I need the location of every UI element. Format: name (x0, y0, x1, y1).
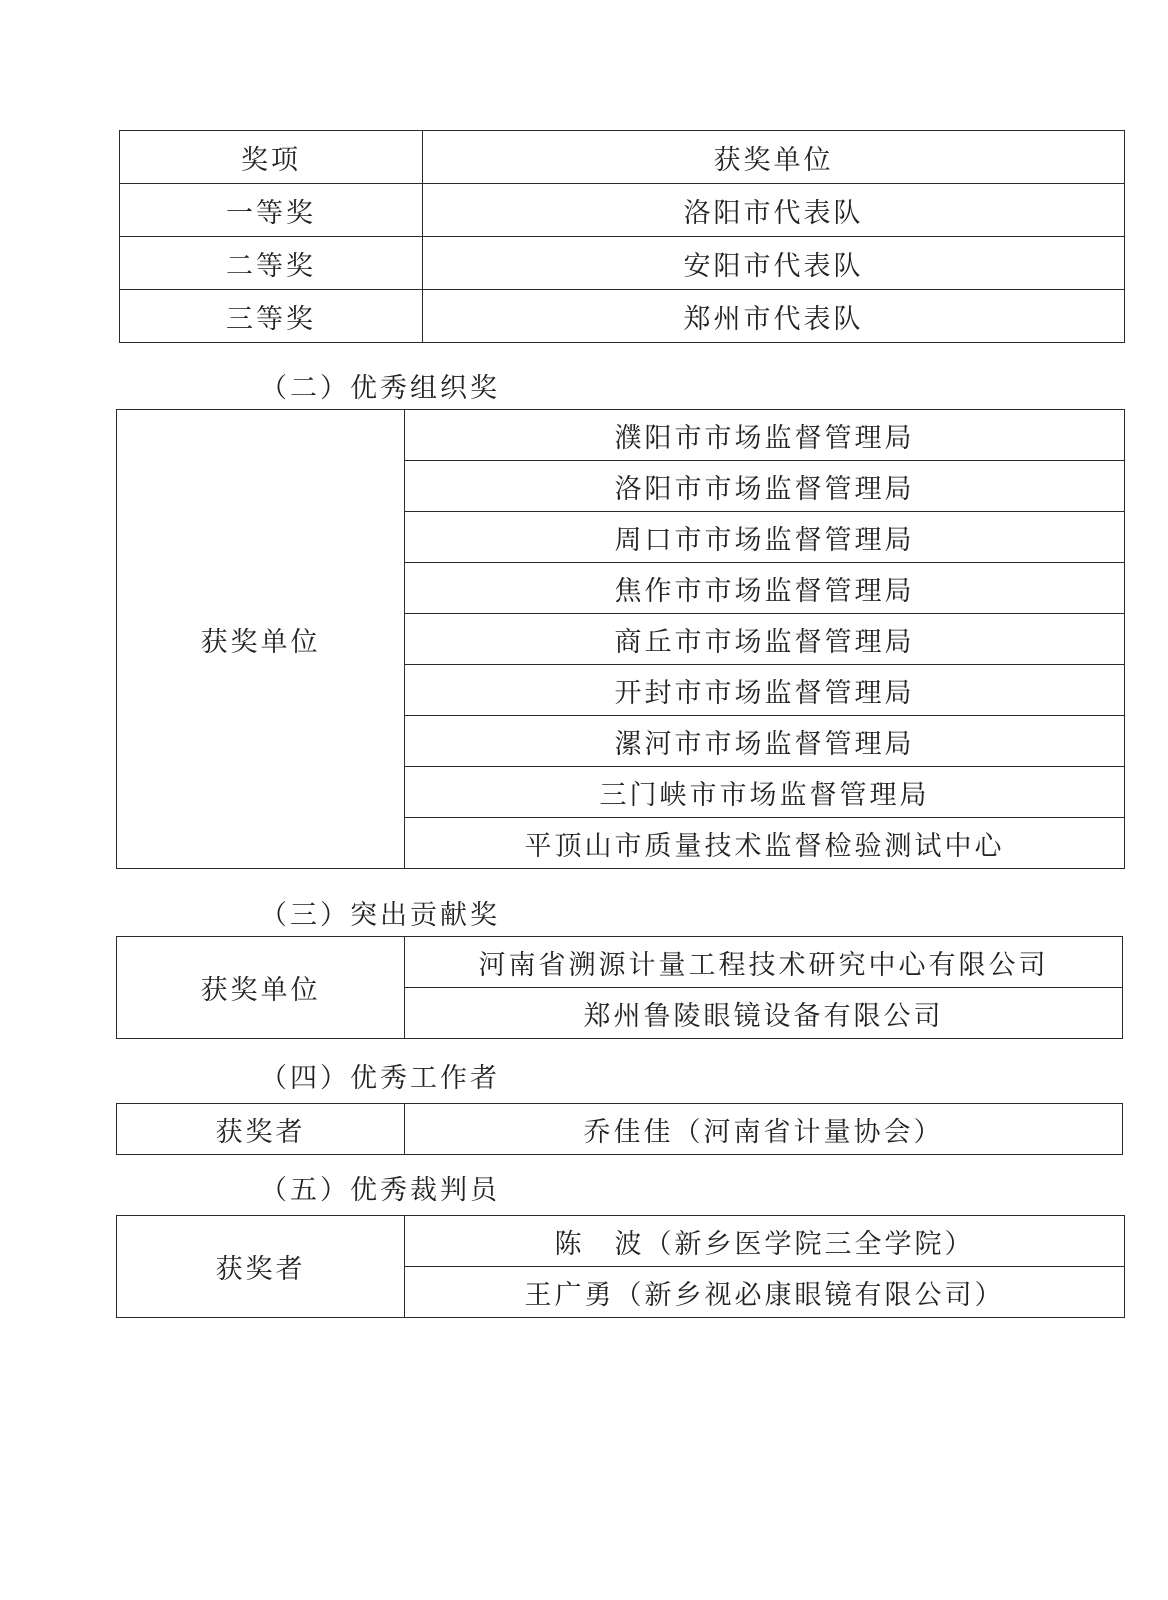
person-cell: 王广勇（新乡视必康眼镜有限公司） (405, 1267, 1125, 1318)
unit-cell: 周口市市场监督管理局 (405, 512, 1125, 563)
unit-cell: 洛阳市代表队 (423, 184, 1125, 237)
person-cell: 乔佳佳（河南省计量协会） (405, 1104, 1123, 1155)
row-label: 获奖者 (117, 1216, 405, 1318)
table-row (117, 410, 1125, 461)
award-column-header: 奖项 (120, 131, 423, 184)
table-row (120, 184, 1125, 237)
table-row (117, 1104, 1123, 1155)
unit-cell: 商丘市市场监督管理局 (405, 614, 1125, 665)
table-row (117, 937, 1123, 988)
row-label: 获奖单位 (117, 410, 405, 869)
section-heading-excellent-referee: （五）优秀裁判员 (260, 1175, 500, 1206)
unit-cell: 郑州鲁陵眼镜设备有限公司 (405, 988, 1123, 1039)
unit-cell: 开封市市场监督管理局 (405, 665, 1125, 716)
unit-cell: 洛阳市市场监督管理局 (405, 461, 1125, 512)
table-row (120, 237, 1125, 290)
unit-cell: 三门峡市市场监督管理局 (405, 767, 1125, 818)
excellent-worker-table (116, 1103, 1123, 1155)
award-cell: 一等奖 (120, 184, 423, 237)
row-label: 获奖者 (117, 1104, 405, 1155)
section-heading-organization-award: （二）优秀组织奖 (260, 373, 500, 404)
unit-cell: 河南省溯源计量工程技术研究中心有限公司 (405, 937, 1123, 988)
unit-cell: 安阳市代表队 (423, 237, 1125, 290)
contribution-award-table (116, 936, 1123, 1039)
organization-award-table (116, 409, 1125, 869)
table-header-row (120, 131, 1125, 184)
table-row (120, 290, 1125, 343)
table-row (117, 1216, 1125, 1267)
row-label: 获奖单位 (117, 937, 405, 1039)
excellent-referee-table (116, 1215, 1125, 1318)
unit-cell: 平顶山市质量技术监督检验测试中心 (405, 818, 1125, 869)
section-heading-contribution-award: （三）突出贡献奖 (260, 900, 500, 931)
unit-cell: 郑州市代表队 (423, 290, 1125, 343)
unit-column-header: 获奖单位 (423, 131, 1125, 184)
award-table (119, 130, 1125, 343)
unit-cell: 焦作市市场监督管理局 (405, 563, 1125, 614)
unit-cell: 漯河市市场监督管理局 (405, 716, 1125, 767)
award-cell: 三等奖 (120, 290, 423, 343)
award-cell: 二等奖 (120, 237, 423, 290)
person-cell: 陈 波（新乡医学院三全学院） (405, 1216, 1125, 1267)
section-heading-excellent-worker: （四）优秀工作者 (260, 1063, 500, 1094)
unit-cell: 濮阳市市场监督管理局 (405, 410, 1125, 461)
